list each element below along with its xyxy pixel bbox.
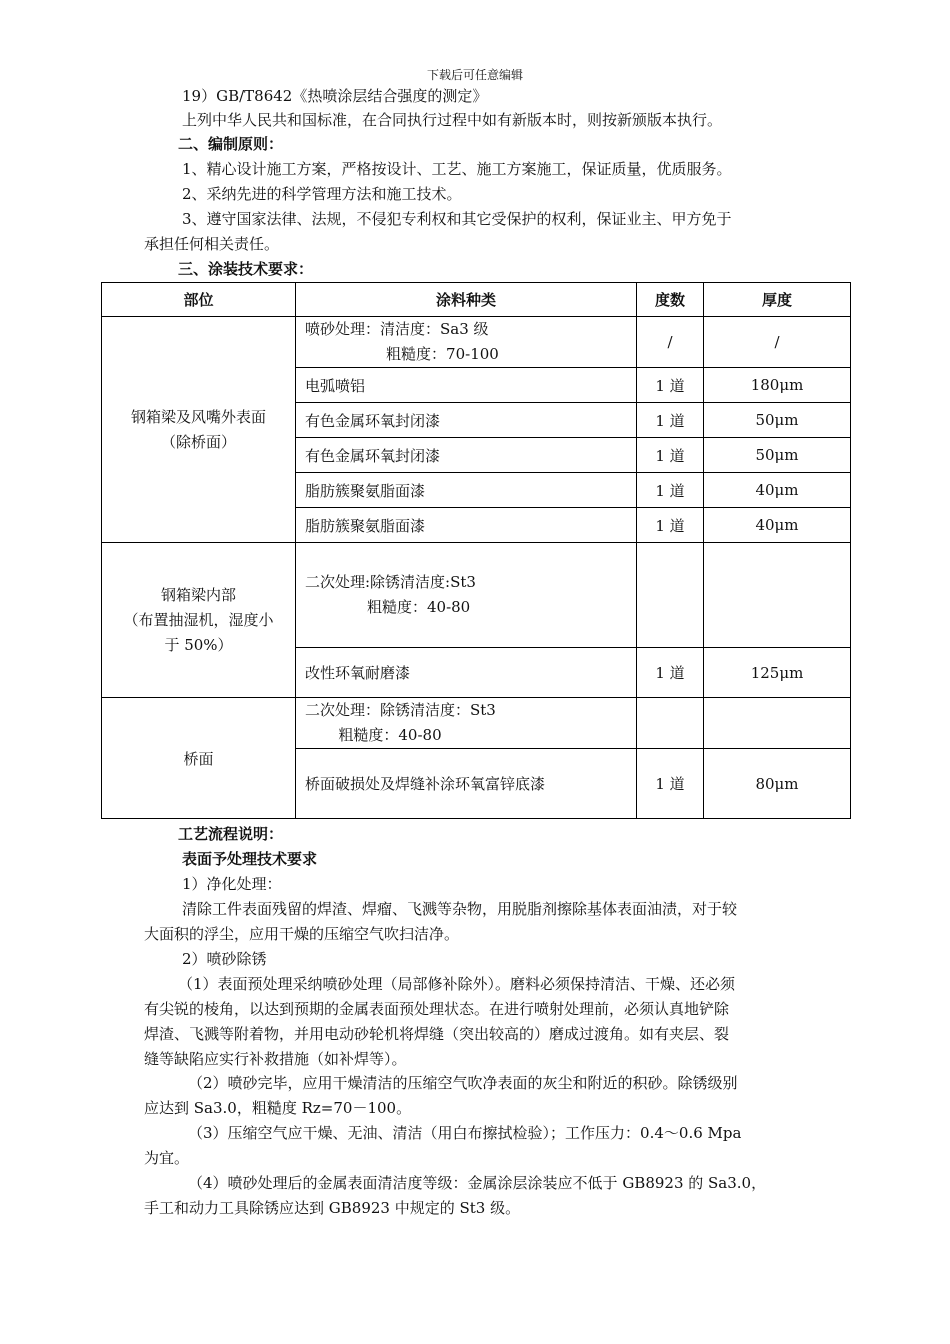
process-title: 工艺流程说明： [178,825,284,843]
paint-cell: 有色金属环氧封闭漆 [296,403,637,438]
thickness-cell: / [704,317,851,368]
principle-1: 1、精心设计施工方案，严格按设计、工艺、施工方案施工，保证质量，优质服务。 [182,160,732,178]
table-row [102,543,851,648]
principle-2: 2、采纳先进的科学管理方法和施工技术。 [182,185,462,203]
page-header: 下载后可任意编辑 [426,68,523,82]
coats-cell: 1 道 [637,508,704,543]
table-row [102,698,851,749]
header-paint-type: 涂料种类 [296,283,637,317]
paint-cell [296,543,637,648]
item-2-text-line2: 有尖锐的棱角，以达到预期的金属表面预处理状态。在进行喷射处理前，必须认真地铲除 [144,1000,730,1018]
item-2-text-line10: 手工和动力工具除锈应达到 GB8923 中规定的 St3 级。 [144,1199,521,1217]
item-1-title: 1）净化处理： [182,875,282,893]
paint-line: 粗糙度：40-80 [305,726,442,744]
item-2-text-line6: 应达到 Sa3.0，粗糙度 Rz=70－100。 [144,1099,412,1117]
coats-cell: 1 道 [637,648,704,698]
item-2-text-line7: （3）压缩空气应干燥、无油、清洁（用白布擦拭检验）；工作压力：0.4～0.6 Mpa [188,1124,742,1142]
coats-cell: 1 道 [637,438,704,473]
paint-cell: 脂肪簇聚氨脂面漆 [296,473,637,508]
coats-cell: / [637,317,704,368]
paint-line: 粗糙度：70-100 [305,345,499,363]
part-exterior-line1: 钢箱梁及风嘴外表面 [130,407,266,426]
part-interior-line1: 钢箱梁内部 [160,585,236,604]
part-interior-line3: 于 50%） [164,635,233,654]
thickness-cell: 80μm [704,749,851,819]
paint-cell: 脂肪簇聚氨脂面漆 [296,508,637,543]
coats-cell: 1 道 [637,473,704,508]
paint-line: 二次处理:除锈清洁度:St3 [305,573,476,591]
part-exterior [102,317,296,543]
thickness-cell: 50μm [704,403,851,438]
header-coats: 度数 [637,283,704,317]
thickness-cell: 40μm [704,508,851,543]
part-interior [102,543,296,698]
item-2-title: 2）喷砂除锈 [182,950,267,968]
thickness-cell: 180μm [704,368,851,403]
section-2-title: 二、编制原则： [178,135,284,153]
coats-cell: 1 道 [637,403,704,438]
item-2-text-line4: 缝等缺陷应实行补救措施（如补焊等）。 [144,1050,407,1068]
table-row [102,317,851,368]
coats-cell: 1 道 [637,749,704,819]
standard-note: 上列中华人民共和国标准，在合同执行过程中如有新版本时，则按新颁版本执行。 [182,111,723,129]
paint-cell [296,698,637,749]
paint-cell: 改性环氧耐磨漆 [296,648,637,698]
paint-cell [296,317,637,368]
header-part: 部位 [102,283,296,317]
surface-title: 表面予处理技术要求 [182,850,318,868]
coats-cell: 1 道 [637,368,704,403]
paint-line: 二次处理：除锈清洁度：St3 [305,701,496,719]
part-deck: 桥面 [102,698,296,819]
coats-cell [637,698,704,749]
paint-cell: 桥面破损处及焊缝补涂环氧富锌底漆 [296,749,637,819]
paint-cell: 电弧喷铝 [296,368,637,403]
principle-3-continued: 承担任何相关责任。 [144,235,280,253]
thickness-cell: 40μm [704,473,851,508]
thickness-cell [704,698,851,749]
item-2-text-line9: （4）喷砂处理后的金属表面清洁度等级：金属涂层涂装应不低于 GB8923 的 Sa3.0， [188,1174,767,1192]
thickness-cell: 125μm [704,648,851,698]
thickness-cell [704,543,851,648]
principle-3: 3、遵守国家法律、法规，不侵犯专利权和其它受保护的权利，保证业主、甲方免于 [182,210,732,228]
item-1-text-line2: 大面积的浮尘，应用干燥的压缩空气吹扫洁净。 [144,925,460,943]
table-header-row [102,283,851,317]
reference-19: 19）GB/T8642《热喷涂层结合强度的测定》 [182,87,488,105]
coating-spec-table [101,282,851,819]
paint-cell: 有色金属环氧封闭漆 [296,438,637,473]
thickness-cell: 50μm [704,438,851,473]
item-2-text-line8: 为宜。 [144,1149,190,1167]
part-exterior-line2: （除桥面） [160,432,236,451]
paint-line: 粗糙度：40-80 [305,598,471,616]
paint-line: 喷砂处理：清洁度：Sa3 级 [305,320,489,338]
item-2-text-line3: 焊渣、飞溅等附着物，并用电动砂轮机将焊缝（突出较高的）磨成过渡角。如有夹层、裂 [144,1025,730,1043]
coats-cell [637,543,704,648]
item-2-text-line5: （2）喷砂完毕，应用干燥清洁的压缩空气吹净表面的灰尘和附近的积砂。除锈级别 [188,1074,738,1092]
header-thickness: 厚度 [704,283,851,317]
section-3-title: 三、涂装技术要求： [178,260,314,278]
item-1-text-line1: 清除工件表面残留的焊渣、焊瘤、飞溅等杂物，用脱脂剂擦除基体表面油渍，对于较 [182,900,738,918]
part-interior-line2: （布置抽湿机，湿度小 [123,610,274,629]
item-2-text-line1: （1）表面预处理采纳喷砂处理（局部修补除外）。磨料必须保持清洁、干燥、还必须 [178,975,736,993]
